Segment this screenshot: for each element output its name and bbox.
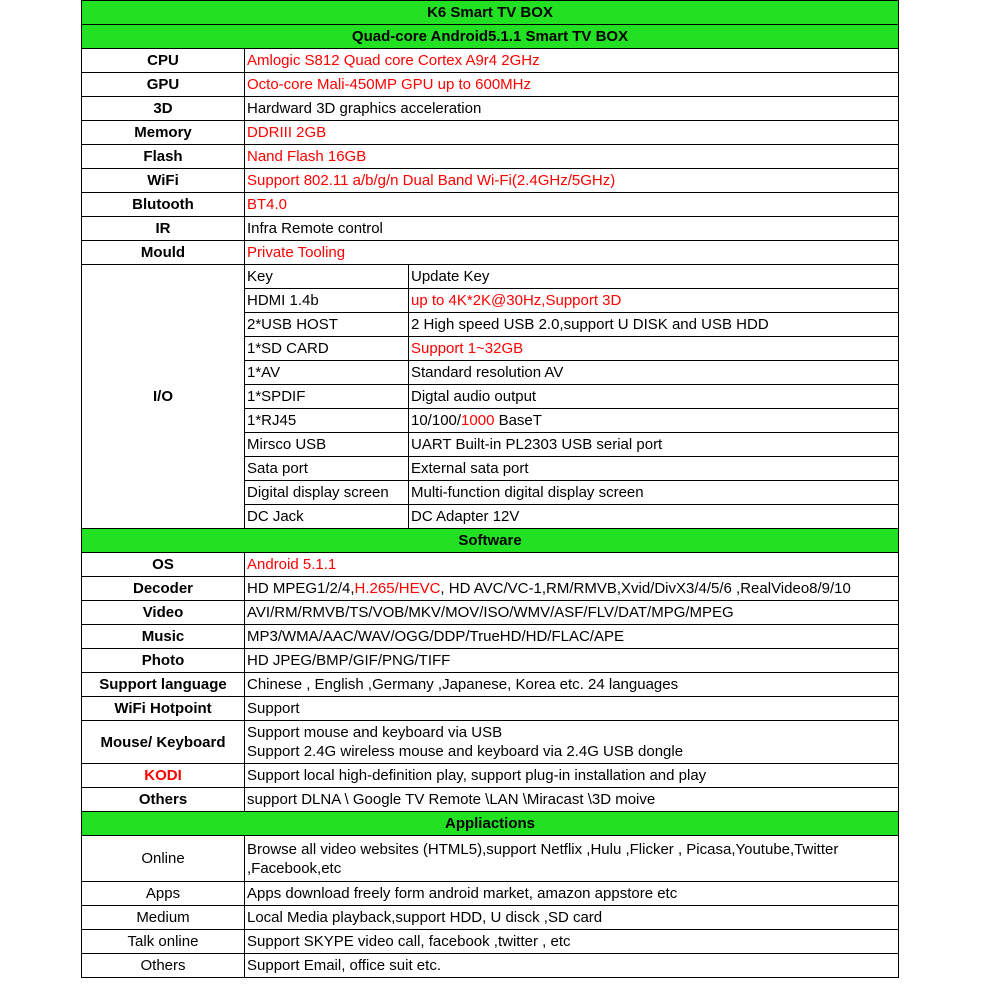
mouse-keyboard-value <box>245 721 899 764</box>
flash-label: Flash <box>82 145 245 169</box>
apps-value: Apps download freely form android market, amazon appstore etc <box>245 882 899 906</box>
mould-label: Mould <box>82 241 245 265</box>
io-port: DC Jack <box>245 505 409 529</box>
language-label: Support language <box>82 673 245 697</box>
io-desc-highlight: 1000 <box>461 412 495 429</box>
io-label: I/O <box>82 265 245 529</box>
spec-table <box>81 0 899 978</box>
medium-value: Local Media playback,support HDD, U disck ,SD card <box>245 906 899 930</box>
music-value: MP3/WMA/AAC/WAV/OGG/DDP/TrueHD/HD/FLAC/APE <box>245 625 899 649</box>
io-port: Digital display screen <box>245 481 409 505</box>
video-value: AVI/RM/RMVB/TS/VOB/MKV/MOV/ISO/WMV/ASF/FLV/DAT/MPG/MPEG <box>245 601 899 625</box>
io-port: 1*AV <box>245 361 409 385</box>
memory-label: Memory <box>82 121 245 145</box>
applications-band: Appliactions <box>82 812 899 836</box>
music-label: Music <box>82 625 245 649</box>
kodi-label: KODI <box>82 764 245 788</box>
os-value: Android 5.1.1 <box>245 553 899 577</box>
bluetooth-value: BT4.0 <box>245 193 899 217</box>
cpu-label: CPU <box>82 49 245 73</box>
decoder-part: , HD AVC/VC-1,RM/RMVB,Xvid/DivX3/4/5/6 ,RealVideo8/9/10 <box>440 580 851 597</box>
ir-value: Infra Remote control <box>245 217 899 241</box>
medium-label: Medium <box>82 906 245 930</box>
io-desc: Multi-function digital display screen <box>409 481 899 505</box>
talk-online-value: Support SKYPE video call, facebook ,twitter , etc <box>245 930 899 954</box>
io-desc: 2 High speed USB 2.0,support U DISK and USB HDD <box>409 313 899 337</box>
memory-value: DDRIII 2GB <box>245 121 899 145</box>
io-desc: Standard resolution AV <box>409 361 899 385</box>
hotspot-value: Support <box>245 697 899 721</box>
io-port: 1*SD CARD <box>245 337 409 361</box>
hotspot-label: WiFi Hotpoint <box>82 697 245 721</box>
others-value: support DLNA \ Google TV Remote \LAN \Miracast \3D moive <box>245 788 899 812</box>
others-label: Others <box>82 788 245 812</box>
video-label: Video <box>82 601 245 625</box>
talk-online-label: Talk online <box>82 930 245 954</box>
title-band: K6 Smart TV BOX <box>82 1 899 25</box>
io-port: HDMI 1.4b <box>245 289 409 313</box>
io-port: Sata port <box>245 457 409 481</box>
io-desc <box>409 409 899 433</box>
3d-label: 3D <box>82 97 245 121</box>
app-others-value: Support Email, office suit etc. <box>245 954 899 978</box>
io-desc: Update Key <box>409 265 899 289</box>
io-port: 1*RJ45 <box>245 409 409 433</box>
wifi-label: WiFi <box>82 169 245 193</box>
software-band: Software <box>82 529 899 553</box>
mould-value: Private Tooling <box>245 241 899 265</box>
io-desc: External sata port <box>409 457 899 481</box>
online-label: Online <box>82 836 245 882</box>
flash-value: Nand Flash 16GB <box>245 145 899 169</box>
cpu-value: Amlogic S812 Quad core Cortex A9r4 2GHz <box>245 49 899 73</box>
online-value: Browse all video websites (HTML5),support Netflix ,Hulu ,Flicker , Picasa,Youtube,Twitter ,Facebook,etc <box>245 836 899 882</box>
mouse-keyboard-label: Mouse/ Keyboard <box>82 721 245 764</box>
photo-label: Photo <box>82 649 245 673</box>
os-label: OS <box>82 553 245 577</box>
io-desc: up to 4K*2K@30Hz,Support 3D <box>409 289 899 313</box>
gpu-value: Octo-core Mali-450MP GPU up to 600MHz <box>245 73 899 97</box>
wifi-value: Support 802.11 a/b/g/n Dual Band Wi-Fi(2.4GHz/5GHz) <box>245 169 899 193</box>
subtitle-band: Quad-core Android5.1.1 Smart TV BOX <box>82 25 899 49</box>
io-desc-part: BaseT <box>494 412 542 429</box>
io-desc: Digtal audio output <box>409 385 899 409</box>
io-port: 2*USB HOST <box>245 313 409 337</box>
io-desc: Support 1~32GB <box>409 337 899 361</box>
io-desc-part: 10/100/ <box>411 412 462 429</box>
decoder-part: HD MPEG1/2/4, <box>247 580 355 597</box>
io-desc: UART Built-in PL2303 USB serial port <box>409 433 899 457</box>
photo-value: HD JPEG/BMP/GIF/PNG/TIFF <box>245 649 899 673</box>
language-value: Chinese , English ,Germany ,Japanese, Korea etc. 24 languages <box>245 673 899 697</box>
3d-value: Hardward 3D graphics acceleration <box>245 97 899 121</box>
decoder-label: Decoder <box>82 577 245 601</box>
io-port: 1*SPDIF <box>245 385 409 409</box>
ir-label: IR <box>82 217 245 241</box>
app-others-label: Others <box>82 954 245 978</box>
io-port: Key <box>245 265 409 289</box>
io-desc: DC Adapter 12V <box>409 505 899 529</box>
decoder-value <box>245 577 899 601</box>
decoder-highlight: H.265/HEVC <box>354 580 441 597</box>
bluetooth-label: Blutooth <box>82 193 245 217</box>
mouse-keyboard-line: Support mouse and keyboard via USB <box>247 724 503 741</box>
mouse-keyboard-line: Support 2.4G wireless mouse and keyboard via 2.4G USB dongle <box>247 743 684 760</box>
kodi-value: Support local high-definition play, support plug-in installation and play <box>245 764 899 788</box>
apps-label: Apps <box>82 882 245 906</box>
gpu-label: GPU <box>82 73 245 97</box>
io-port: Mirsco USB <box>245 433 409 457</box>
